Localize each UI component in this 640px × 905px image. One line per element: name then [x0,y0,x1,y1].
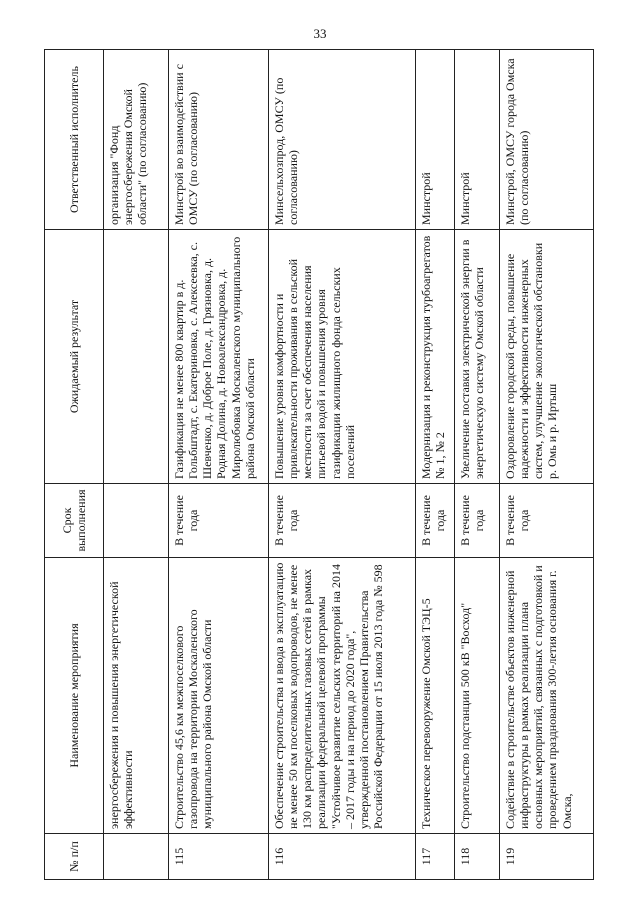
cell-num: 115 [169,834,269,880]
cell-result: Повышение уровня комфортности и привлекательности проживания в сельской местности за счет обеспечения населения питьевой водой и повышения уровня газификации жилищного фонда сельских поселений [269,230,416,484]
page-number: 33 [313,26,327,41]
cell-num: 117 [416,834,455,880]
table-row [169,50,269,880]
cell-result: Модернизация и реконструкция турбоагрегатов № 1, № 2 [416,230,455,484]
cell-term [104,484,169,558]
cell-name: энергосбережения и повышения энергетической эффективности [104,558,169,834]
header-term: Срок выполнения [45,484,104,558]
cell-responsible: Минстрой [416,50,455,230]
cell-name: Техническое перевооружение Омской ТЭЦ-5 [416,558,455,834]
cell-name: Содействие в строительстве объектов инженерной инфраструктуры в рамках реализации плана основных мероприятий, связанных с подготовкой и проведением празднования 300-летия основания г. Омска, [500,558,594,834]
cell-num: 118 [455,834,500,880]
header-num: № п/п [45,834,104,880]
header-name: Наименование мероприятия [45,558,104,834]
cell-responsible: Минстрой, ОМСУ города Омска (по согласованию) [500,50,594,230]
cell-result: Оздоровление городской среды, повышение надежности и эффективности инженерных систем, улучшение экологической обстановки р. Омь и р. Иртыш [500,230,594,484]
cell-result: Газификация не менее 800 квартир в д. Гольбштадт, с. Екатериновка, с. Алексеевка, с. Шевченко, д. Доброе Поле, д. Грязновка, д. Родная Долина, д. Новоалександровка, д. Миролюбовка Москаленского муниципального района Омской области [169,230,269,484]
header-result: Ожидаемый результат [45,230,104,484]
cell-name: Строительство подстанции 500 кВ "Восход" [455,558,500,834]
cell-result: Увеличение поставки электрической энергии в энергетическую систему Омской области [455,230,500,484]
cell-term: В течение года [416,484,455,558]
cell-num [104,834,169,880]
cell-responsible: организация "Фонд энергосбережения Омской области" (по согласованию) [104,50,169,230]
cell-term: В течение года [269,484,416,558]
cell-num: 119 [500,834,594,880]
cell-name: Строительство 45,6 км межпоселкового газопровода на территории Москаленского муниципального района Омской области [169,558,269,834]
cell-num: 116 [269,834,416,880]
table-row [455,50,500,880]
measures-table [44,49,594,880]
cell-result [104,230,169,484]
rotated-table-wrapper [44,50,612,880]
cell-responsible: Минстрой [455,50,500,230]
table-row [269,50,416,880]
table-row [104,50,169,880]
table-row [500,50,594,880]
table-header-row [45,50,104,880]
cell-responsible: Минсельхозпрод, ОМСУ (по согласованию) [269,50,416,230]
cell-term: В течение года [455,484,500,558]
table-row [416,50,455,880]
cell-name: Обеспечение строительства и ввода в эксплуатацию не менее 50 км поселковых водопроводов, не менее 130 км распределительных газовых сетей в рамках реализации федеральной целевой программы "Устойчивое развитие сельских территорий на 2014 – 2017 годы и на период до 2020 года", утвержденной постановлением Правительства Российской Федерации от 15 июля 2013 года № 598 [269,558,416,834]
header-responsible: Ответственный исполнитель [45,50,104,230]
cell-responsible: Минстрой во взаимодействии с ОМСУ (по согласованию) [169,50,269,230]
cell-term: В течение года [500,484,594,558]
cell-term: В течение года [169,484,269,558]
